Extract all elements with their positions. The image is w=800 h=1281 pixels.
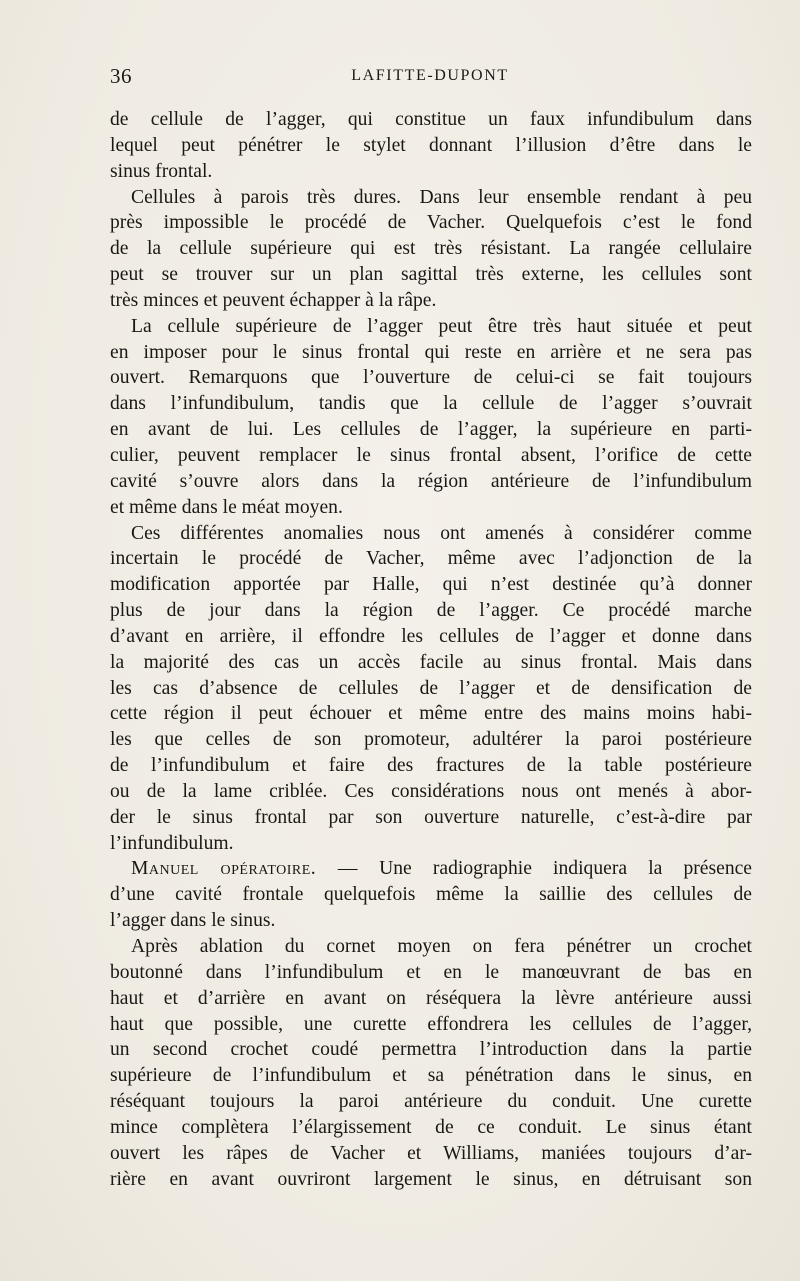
section-heading: Manuel opératoire. —	[131, 858, 358, 880]
text-line: culier, peuvent remplacer le sinus frontal absent, l’orifice de cette	[110, 444, 752, 466]
text-line: de cellule de l’agger, qui constitue un faux infundibulum dans	[110, 109, 752, 130]
text-line: de la cellule supérieure qui est très résistant. La rangée cellulaire	[110, 238, 752, 260]
text-line: Cellules à parois très dures. Dans leur ensemble rendant à peu	[131, 186, 752, 208]
text-line: la majorité des cas un accès facile au sinus frontal. Mais dans	[110, 651, 752, 673]
text-line: les cas d’absence de cellules de l’agger et de densification de	[110, 677, 752, 699]
running-head: LAFITTE-DUPONT	[351, 67, 509, 84]
text-line: dans l’infundibulum, tandis que la cellule de l’agger s’ouvrait	[110, 393, 752, 415]
text-line: un second crochet coudé permettra l’introduction dans la partie	[110, 1039, 752, 1061]
text-line: cavité s’ouvre alors dans la région antérieure de l’infundibulum	[110, 470, 752, 492]
body-text	[110, 107, 752, 1192]
text-line: modification apportée par Halle, qui n’est destinée qu’à donner	[110, 574, 752, 596]
text-line: ouvert. Remarquons que l’ouverture de celui-ci se fait toujours	[110, 367, 752, 389]
text-line: plus de jour dans la région de l’agger. Ce procédé marche	[110, 600, 752, 622]
text-line: Après ablation du cornet moyen on fera pénétrer un crochet	[131, 936, 752, 957]
text-line: haut que possible, une curette effondrera les cellules de l’agger,	[110, 1013, 752, 1035]
text-line: ou de la lame criblée. Ces considérations nous ont menés à abor-	[110, 780, 752, 802]
section-heading-line	[110, 856, 752, 882]
page-number: 36	[110, 64, 132, 88]
text-line: lequel peut pénétrer le stylet donnant l’illusion d’être dans le	[110, 134, 752, 156]
text-line: l’agger dans le sinus.	[110, 910, 276, 932]
text-line: en imposer pour le sinus frontal qui reste en arrière et ne sera pas	[110, 341, 752, 363]
text-line: mince complètera l’élargissement de ce conduit. Le sinus étant	[110, 1116, 752, 1138]
text-line: d’avant en arrière, il effondre les cellules de l’agger et donne dans	[110, 625, 752, 647]
text-line: et même dans le méat moyen.	[110, 496, 343, 518]
text-line: très minces et peuvent échapper à la râpe.	[110, 289, 437, 311]
text-line: les que celles de son promoteur, adultérer la paroi postérieure	[110, 729, 752, 751]
text-line: La cellule supérieure de l’agger peut être très haut située et peut	[131, 315, 752, 337]
text-line: d’une cavité frontale quelquefois même la saillie des cellules de	[110, 884, 752, 906]
text-line: de l’infundibulum et faire des fractures de la table postérieure	[110, 755, 752, 777]
text-line: près impossible le procédé de Vacher. Quelquefois c’est le fond	[110, 212, 752, 234]
text-line: supérieure de l’infundibulum et sa pénétration dans le sinus, en	[110, 1065, 752, 1087]
text-line: cette région il peut échouer et même entre des mains moins habi-	[110, 703, 752, 725]
page-header	[110, 64, 750, 92]
text-line: rière en avant ouvriront largement le sinus, en détruisant son	[110, 1168, 752, 1190]
text-line: Ces différentes anomalies nous ont amenés à considérer comme	[131, 522, 752, 544]
text-line: Une radiographie indiquera la présence	[379, 858, 752, 880]
text-line: en avant de lui. Les cellules de l’agger, la supérieure en parti-	[110, 419, 752, 441]
text-line: haut et d’arrière en avant on réséquera la lèvre antérieure aussi	[110, 987, 752, 1009]
text-line: l’infundibulum.	[110, 832, 234, 854]
text-line: sinus frontal.	[110, 160, 213, 182]
text-line: peut se trouver sur un plan sagittal très externe, les cellules sont	[110, 264, 752, 286]
text-line: incertain le procédé de Vacher, même avec l’adjonction de la	[110, 548, 752, 570]
text-line: ouvert les râpes de Vacher et Williams, maniées toujours d’ar-	[110, 1142, 752, 1164]
text-line: boutonné dans l’infundibulum et en le manœuvrant de bas en	[110, 961, 752, 983]
text-line: réséquant toujours la paroi antérieure du conduit. Une curette	[110, 1091, 752, 1113]
text-line: der le sinus frontal par son ouverture naturelle, c’est-à-dire par	[110, 806, 752, 828]
